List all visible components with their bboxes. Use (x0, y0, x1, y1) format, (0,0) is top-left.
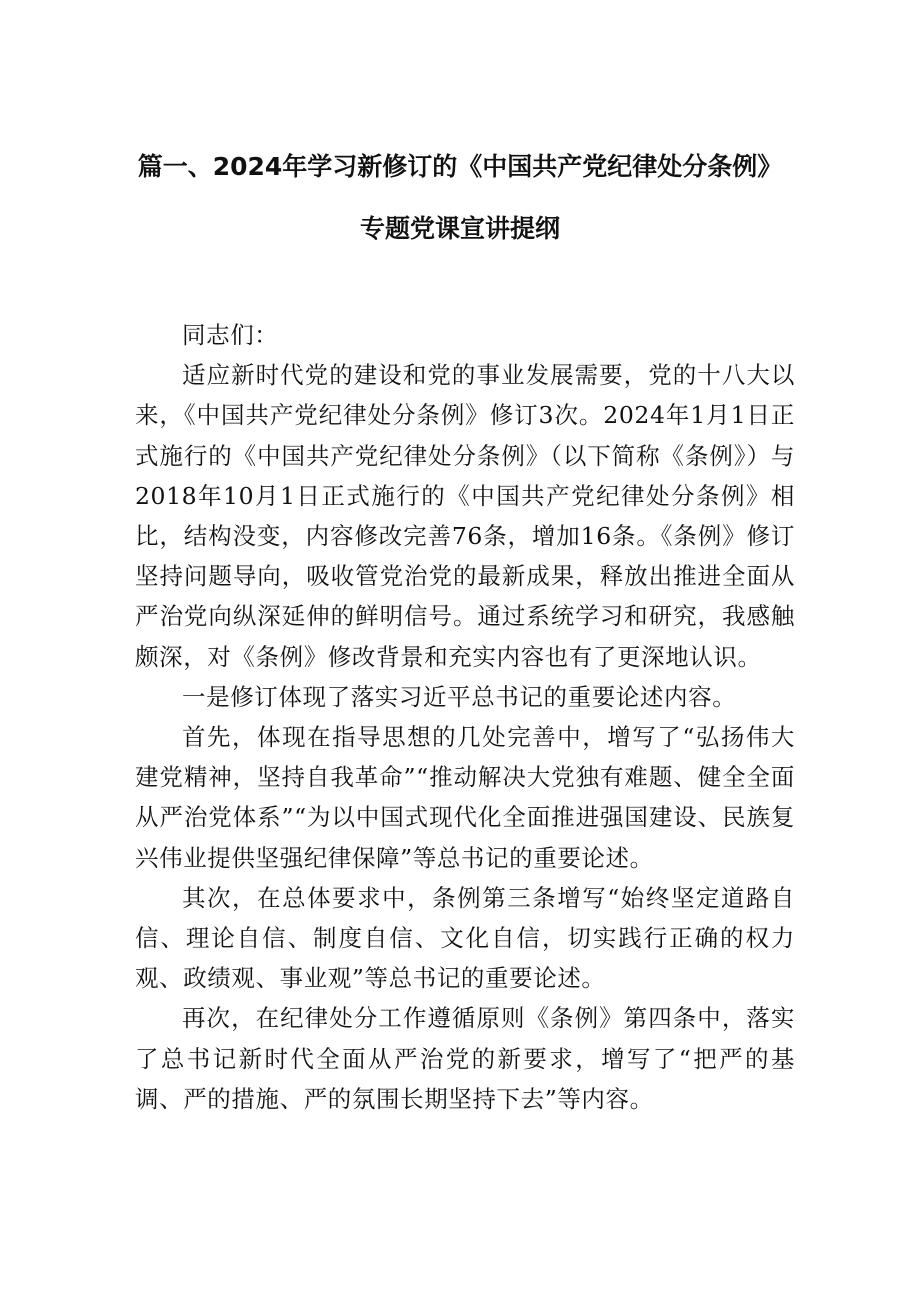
third-point-paragraph: 再次，在纪律处分工作遵循原则《条例》第四条中，落实了总书记新时代全面从严治党的新要求，增写了“把严的基调、严的措施、严的氛围长期坚持下去”等内容。 (135, 1004, 795, 1113)
document-title-line-1: 篇一、2024年学习新修订的《中国共产党纪律处分条例》 (137, 152, 783, 181)
intro-paragraph: 适应新时代党的建设和党的事业发展需要，党的十八大以来，《中国共产党纪律处分条例》修订3次。2024年1月1日正式施行的《中国共产党纪律处分条例》（以下简称《条例》）与2018年10月1日正式施行的《中国共产党纪律处分条例》相比，结构没变，内容修改完善76条，增加16条。《条例》修订坚持问题导向，吸收管党治党的最新成果，释放出推进全面从严治党向纵深延伸的鲜明信号。通过系统学习和研究，我感触颇深，对《条例》修改背景和充实内容也有了更深地认识。 (135, 361, 795, 671)
salutation-paragraph: 同志们： (182, 321, 279, 349)
point-one-heading: 一是修订体现了落实习近平总书记的重要论述内容。 (182, 682, 737, 711)
document-title-line-2: 专题党课宣讲提纲 (359, 214, 560, 243)
document-body (135, 315, 795, 1119)
first-point-paragraph: 首先，体现在指导思想的几处完善中，增写了“弘扬伟大建党精神，坚持自我革命”“推动解决大党独有难题、健全全面从严治党体系”“为以中国式现代化全面推进强国建设、民族复兴伟业提供坚强纪律保障”等总书记的重要论述。 (135, 723, 795, 872)
second-point-paragraph: 其次，在总体要求中，条例第三条增写“始终坚定道路自信、理论自信、制度自信、文化自信，切实践行正确的权力观、政绩观、事业观”等总书记的重要论述。 (135, 883, 795, 993)
